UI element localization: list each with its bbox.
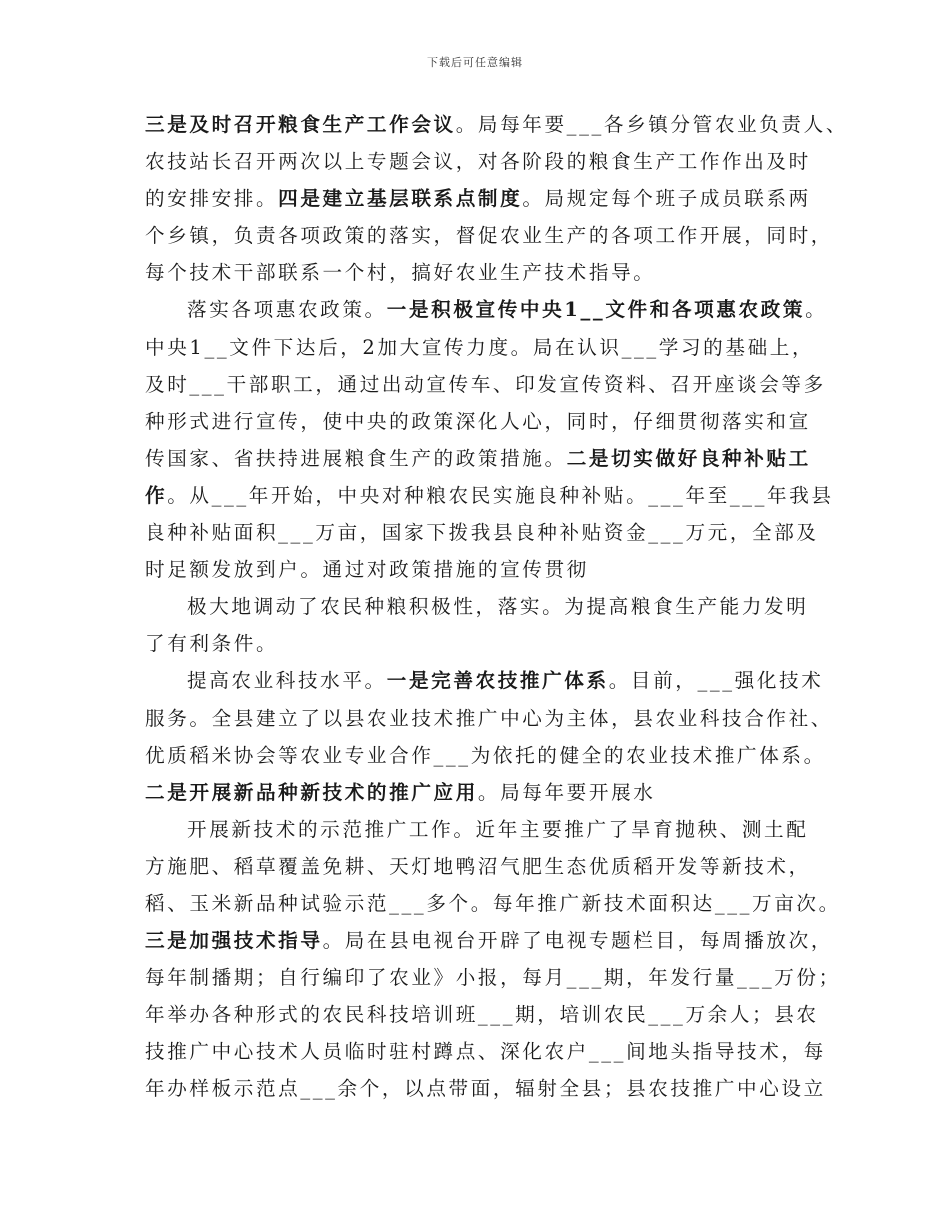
bold-heading-text: 作	[145, 483, 168, 507]
text-line	[145, 1033, 825, 1070]
body-text-segment: 的安排安排。	[145, 187, 279, 211]
bold-heading-text: 二是开展新品种新技术的推广应用	[145, 780, 478, 804]
body-text-segment: 每个技术干部联系一个村，搞好农业生产技术指导。	[145, 261, 656, 285]
bold-heading-text: 四是建立基层联系点制度	[278, 187, 523, 211]
body-text-segment: 年举办各种形式的农民科技培训班___期，培训农民___万余人；县农	[145, 1003, 819, 1027]
bold-heading-text: 三是加强技术指导	[145, 929, 323, 953]
body-text-segment: 每年制播期；自行编印了农业》小报，每月___期，年发行量___万份；	[145, 966, 841, 990]
text-line	[145, 700, 834, 737]
text-line	[145, 440, 825, 477]
text-line	[145, 477, 834, 514]
bold-heading-text: 一是积极宣传中央1__文件和各项惠农政策	[386, 298, 806, 322]
text-line	[145, 922, 834, 959]
text-line	[145, 588, 825, 625]
body-text-segment: 方施肥、稻草覆盖免耕、天灯地鸭沼气肥生态优质稻开发等新技术，	[145, 854, 811, 878]
text-line	[145, 366, 825, 403]
body-text-segment: 提高农业科技水平。	[187, 669, 387, 693]
body-text-segment: 农技站长召开两次以上专题会议，对各阶段的粮食生产工作作出及时	[145, 150, 811, 174]
text-line	[145, 662, 825, 699]
body-text-segment: 了有利条件。	[145, 632, 279, 656]
text-line	[145, 106, 849, 143]
bold-heading-text: 三是及时召开粮食生产工作会议	[145, 113, 456, 136]
text-line	[145, 329, 825, 366]
body-text-segment: 稻、玉米新品种试验示范___多个。每年推广新技术面积达___万亩次。	[145, 891, 841, 915]
text-line	[145, 848, 825, 885]
text-line	[145, 514, 825, 551]
body-text-segment: 良种补贴面积___万亩，国家下拨我县良种补贴资金___万元，全部及	[145, 521, 819, 545]
body-text-segment: 。局每年要开展水	[477, 780, 656, 804]
body-text-segment: 时足额发放到户。通过对政策措施的宣传贯彻	[145, 558, 589, 582]
body-text-segment: 及时___干部职工，通过出动宣传车、印发宣传资料、召开座谈会等多	[145, 372, 826, 396]
text-line	[145, 885, 841, 922]
body-text-segment: 。局在县电视台开辟了电视专题栏目，每周播放次，	[322, 929, 834, 953]
text-line	[145, 403, 825, 440]
body-text-segment: 开展新技术的示范推广工作。近年主要推广了旱育抛秧、测土配	[187, 817, 809, 841]
text-line	[145, 774, 825, 811]
text-line	[145, 959, 841, 996]
text-line	[145, 625, 825, 662]
page-header: 下载后可任意编辑	[427, 56, 523, 69]
text-line	[145, 254, 825, 291]
body-text-segment: 种形式进行宣传，使中央的政策深化人心，同时，仔细贯彻落实和宣	[145, 409, 811, 433]
text-line	[145, 996, 825, 1033]
text-line	[145, 1070, 825, 1107]
body-text-segment: 服务。全县建立了以县农业技术推广中心为主体，县农业科技合作社、	[145, 706, 834, 730]
bold-heading-text: 二是切实做好良种补贴工	[566, 446, 811, 470]
body-text-segment: 传国家、省扶持进展粮食生产的政策措施。	[145, 446, 567, 470]
body-text-segment: 。从___年开始，中央对种粮农民实施良种补贴。___年至___年我县	[167, 483, 834, 507]
bold-heading-text: 一是完善农技推广体系	[386, 669, 609, 693]
body-text-segment: 。	[805, 298, 828, 322]
body-text-segment: 极大地调动了农民种粮积极性，落实。为提高粮食生产能力发明	[187, 595, 809, 619]
body-text-segment: 年办样板示范点___余个，以点带面，辐射全县；县农技推广中心设立	[145, 1077, 826, 1101]
body-text-segment: 个乡镇，负责各项政策的落实，督促农业生产的各项工作开展，同时，	[145, 224, 834, 248]
document-body	[145, 106, 849, 1108]
body-text-segment: 。局规定每个班子成员联系两	[522, 187, 811, 211]
body-text-segment: 。局每年要___各乡镇分管农业负责人、	[455, 113, 849, 136]
body-text-segment: 中央1__文件下达后，2加大宣传力度。局在认识___学习的基础上，	[145, 335, 815, 359]
body-text-segment: 优质稻米协会等农业专业合作___为依托的健全的农业技术推广体系。	[145, 743, 826, 767]
text-line	[145, 551, 825, 588]
body-text-segment: 落实各项惠农政策。	[187, 298, 387, 322]
text-line	[145, 737, 825, 774]
text-line	[145, 217, 834, 254]
text-line	[145, 180, 825, 217]
text-line	[145, 291, 828, 328]
text-line	[145, 811, 825, 848]
body-text-segment: 技推广中心技术人员临时驻村蹲点、深化农户___间地头指导技术，每	[145, 1040, 826, 1064]
body-text-segment: 。目前，___强化技术	[608, 669, 824, 693]
text-line	[145, 143, 825, 180]
